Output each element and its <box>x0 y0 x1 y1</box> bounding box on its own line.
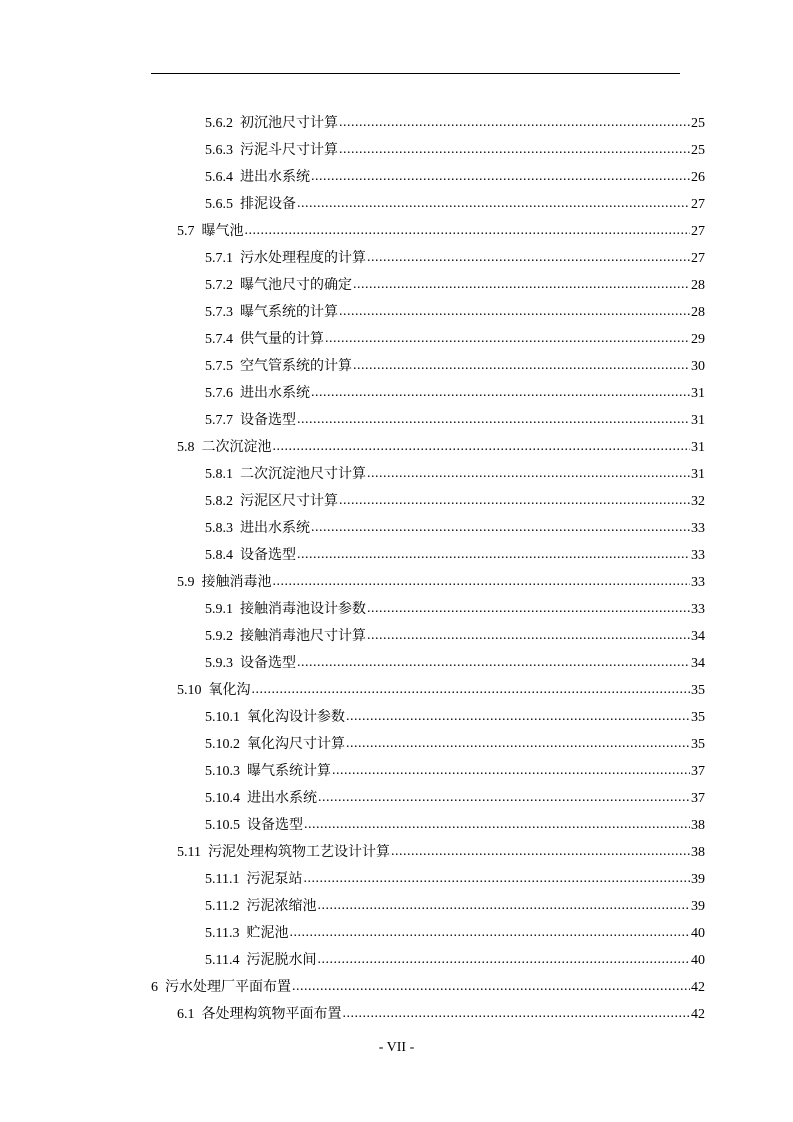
toc-entry-number: 5.7.1 <box>205 251 233 266</box>
toc-entry-page: 28 <box>691 278 705 293</box>
dot-leader <box>252 676 691 703</box>
toc-entry-title: 二次沉淀池尺寸计算 <box>240 467 366 482</box>
toc-entry-page: 42 <box>691 980 705 995</box>
toc-entry-number: 5.9.1 <box>205 602 233 617</box>
table-of-contents <box>0 110 793 1028</box>
toc-entry-number: 5.7.7 <box>205 413 233 428</box>
dot-leader <box>332 757 690 784</box>
toc-entry-page: 40 <box>691 953 705 968</box>
toc-entry[interactable] <box>205 947 705 974</box>
toc-entry-title: 进出水系统 <box>240 170 310 185</box>
toc-entry[interactable] <box>205 596 705 623</box>
toc-entry[interactable] <box>205 164 705 191</box>
toc-entry-page: 31 <box>691 440 705 455</box>
toc-entry[interactable] <box>205 731 705 758</box>
toc-entry-page: 31 <box>691 413 705 428</box>
toc-entry-page: 39 <box>691 872 705 887</box>
toc-entry-number: 5.6.2 <box>205 116 233 131</box>
toc-entry-title: 曝气池 <box>201 224 244 239</box>
toc-entry-number: 5.11 <box>177 845 201 860</box>
toc-entry[interactable] <box>205 299 705 326</box>
toc-entry-number: 5.8.3 <box>205 521 233 536</box>
dot-leader <box>297 541 690 568</box>
toc-entry-number: 5.8.4 <box>205 548 233 563</box>
dot-leader <box>311 379 690 406</box>
toc-entry-title: 污泥处理构筑物工艺设计计算 <box>207 845 390 860</box>
dot-leader <box>353 271 690 298</box>
toc-entry[interactable] <box>205 866 705 893</box>
toc-entry-page: 25 <box>691 143 705 158</box>
toc-entry-title: 污泥脱水间 <box>246 953 317 968</box>
dot-leader <box>318 784 690 811</box>
toc-entry-page: 28 <box>691 305 705 320</box>
toc-entry-number: 5.10.3 <box>205 764 240 779</box>
toc-entry-number: 5.9.2 <box>205 629 233 644</box>
toc-entry[interactable] <box>205 812 705 839</box>
toc-entry-number: 5.11.3 <box>205 926 240 941</box>
dot-leader <box>245 217 691 244</box>
toc-entry-title: 设备选型 <box>240 413 296 428</box>
dot-leader <box>297 190 690 217</box>
toc-entry-number: 5.8.1 <box>205 467 233 482</box>
toc-entry-number: 5.11.1 <box>205 872 240 887</box>
toc-entry-number: 5.8 <box>177 440 195 455</box>
toc-entry-number: 5.7.2 <box>205 278 233 293</box>
toc-entry[interactable] <box>205 353 705 380</box>
dot-leader <box>367 595 690 622</box>
toc-entry-page: 27 <box>691 224 705 239</box>
toc-entry-page: 31 <box>691 467 705 482</box>
dot-leader <box>339 298 690 325</box>
toc-entry-number: 5.10.5 <box>205 818 240 833</box>
toc-entry-number: 5.9.3 <box>205 656 233 671</box>
toc-entry-number: 5.7.3 <box>205 305 233 320</box>
toc-entry-title: 曝气系统计算 <box>247 764 331 779</box>
toc-entry-title: 初沉池尺寸计算 <box>240 116 338 131</box>
dot-leader <box>353 352 690 379</box>
dot-leader <box>339 136 690 163</box>
toc-entry[interactable] <box>205 785 705 812</box>
dot-leader <box>303 865 690 892</box>
toc-entry-page: 33 <box>691 575 705 590</box>
toc-entry-number: 5.10.1 <box>205 710 240 725</box>
toc-entry-number: 5.10.4 <box>205 791 240 806</box>
toc-entry[interactable] <box>177 218 705 245</box>
toc-entry-page: 27 <box>691 251 705 266</box>
page-number: - VII - <box>378 1040 415 1055</box>
toc-entry-number: 5.6.4 <box>205 170 233 185</box>
toc-entry-page: 42 <box>691 1007 705 1022</box>
toc-entry[interactable] <box>205 272 705 299</box>
dot-leader <box>367 622 690 649</box>
toc-entry-page: 27 <box>691 197 705 212</box>
toc-entry-page: 34 <box>691 629 705 644</box>
toc-entry[interactable] <box>205 893 705 920</box>
toc-entry-page: 33 <box>691 602 705 617</box>
toc-entry[interactable] <box>177 677 705 704</box>
toc-entry-number: 5.7 <box>177 224 195 239</box>
dot-leader <box>325 325 690 352</box>
toc-entry[interactable] <box>205 407 705 434</box>
toc-entry[interactable] <box>205 488 705 515</box>
dot-leader <box>273 568 691 595</box>
toc-entry[interactable] <box>205 650 705 677</box>
toc-entry-page: 35 <box>691 737 705 752</box>
dot-leader <box>339 487 690 514</box>
toc-entry-page: 37 <box>691 791 705 806</box>
toc-entry-page: 38 <box>691 818 705 833</box>
toc-entry-number: 5.11.2 <box>205 899 240 914</box>
toc-entry-title: 各处理构筑物平面布置 <box>201 1007 342 1022</box>
toc-entry-page: 26 <box>691 170 705 185</box>
toc-entry-title: 设备选型 <box>247 818 303 833</box>
toc-entry-number: 5.6.3 <box>205 143 233 158</box>
toc-entry-page: 33 <box>691 521 705 536</box>
toc-entry-title: 污水处理程度的计算 <box>240 251 366 266</box>
toc-entry[interactable] <box>151 974 705 1001</box>
dot-leader <box>339 109 690 136</box>
toc-entry[interactable] <box>205 191 705 218</box>
dot-leader <box>317 892 690 919</box>
toc-entry-page: 35 <box>691 710 705 725</box>
toc-entry-page: 34 <box>691 656 705 671</box>
dot-leader <box>346 703 690 730</box>
toc-entry-number: 5.7.6 <box>205 386 233 401</box>
toc-entry[interactable] <box>205 920 705 947</box>
toc-entry-number: 5.11.4 <box>205 953 240 968</box>
dot-leader <box>367 460 690 487</box>
toc-entry-number: 5.7.4 <box>205 332 233 347</box>
toc-entry[interactable] <box>177 1001 705 1028</box>
toc-entry-title: 进出水系统 <box>240 521 310 536</box>
toc-entry[interactable] <box>205 245 705 272</box>
dot-leader <box>297 649 690 676</box>
toc-entry-number: 6 <box>151 980 158 995</box>
toc-entry[interactable] <box>177 569 705 596</box>
toc-entry-title: 排泥设备 <box>240 197 296 212</box>
toc-entry-title: 曝气系统的计算 <box>240 305 338 320</box>
toc-entry-number: 6.1 <box>177 1007 195 1022</box>
toc-entry-page: 35 <box>691 683 705 698</box>
toc-entry-title: 污泥区尺寸计算 <box>240 494 338 509</box>
toc-entry[interactable] <box>177 839 705 866</box>
toc-entry-title: 氧化沟设计参数 <box>247 710 345 725</box>
toc-entry[interactable] <box>205 326 705 353</box>
dot-leader <box>311 163 690 190</box>
dot-leader <box>317 946 690 973</box>
toc-entry-page: 32 <box>691 494 705 509</box>
toc-entry-number: 5.8.2 <box>205 494 233 509</box>
dot-leader <box>289 919 690 946</box>
toc-entry-title: 设备选型 <box>240 548 296 563</box>
toc-entry-title: 污水处理厂平面布置 <box>165 980 291 995</box>
toc-entry-title: 二次沉淀池 <box>201 440 272 455</box>
toc-entry-number: 5.10 <box>177 683 202 698</box>
toc-entry[interactable] <box>205 704 705 731</box>
toc-entry-page: 40 <box>691 926 705 941</box>
dot-leader <box>304 811 690 838</box>
toc-entry-title: 空气管系统的计算 <box>240 359 352 374</box>
toc-entry-page: 31 <box>691 386 705 401</box>
toc-entry[interactable] <box>205 515 705 542</box>
dot-leader <box>391 838 690 865</box>
toc-entry[interactable] <box>205 623 705 650</box>
toc-entry[interactable] <box>177 434 705 461</box>
toc-entry-number: 5.7.5 <box>205 359 233 374</box>
toc-entry-page: 38 <box>691 845 705 860</box>
toc-entry-number: 5.10.2 <box>205 737 240 752</box>
dot-leader <box>346 730 690 757</box>
dot-leader <box>273 433 691 460</box>
toc-entry-title: 氧化沟 <box>208 683 251 698</box>
dot-leader <box>343 1000 691 1027</box>
toc-entry-page: 33 <box>691 548 705 563</box>
toc-entry-page: 29 <box>691 332 705 347</box>
toc-entry-page: 25 <box>691 116 705 131</box>
toc-entry-page: 39 <box>691 899 705 914</box>
toc-entry-title: 接触消毒池 <box>201 575 272 590</box>
dot-leader <box>311 514 690 541</box>
toc-entry-title: 污泥浓缩池 <box>246 899 317 914</box>
toc-entry-title: 接触消毒池尺寸计算 <box>240 629 366 644</box>
toc-entry-number: 5.9 <box>177 575 195 590</box>
toc-entry-page: 37 <box>691 764 705 779</box>
dot-leader <box>297 406 690 433</box>
toc-entry-page: 30 <box>691 359 705 374</box>
toc-entry[interactable] <box>205 110 705 137</box>
toc-entry-title: 接触消毒池设计参数 <box>240 602 366 617</box>
toc-entry-title: 氧化沟尺寸计算 <box>247 737 345 752</box>
toc-entry-number: 5.6.5 <box>205 197 233 212</box>
toc-entry-title: 曝气池尺寸的确定 <box>240 278 352 293</box>
toc-entry-title: 贮泥池 <box>246 926 289 941</box>
toc-entry-title: 供气量的计算 <box>240 332 324 347</box>
toc-entry-title: 污泥泵站 <box>246 872 303 887</box>
toc-entry[interactable] <box>205 758 705 785</box>
toc-entry[interactable] <box>205 137 705 164</box>
toc-entry-title: 设备选型 <box>240 656 296 671</box>
dot-leader <box>292 973 690 1000</box>
toc-entry-title: 污泥斗尺寸计算 <box>240 143 338 158</box>
toc-entry-title: 进出水系统 <box>247 791 317 806</box>
header-rule <box>151 73 680 74</box>
dot-leader <box>367 244 690 271</box>
toc-entry[interactable] <box>205 461 705 488</box>
toc-entry[interactable] <box>205 380 705 407</box>
toc-entry[interactable] <box>205 542 705 569</box>
toc-entry-title: 进出水系统 <box>240 386 310 401</box>
